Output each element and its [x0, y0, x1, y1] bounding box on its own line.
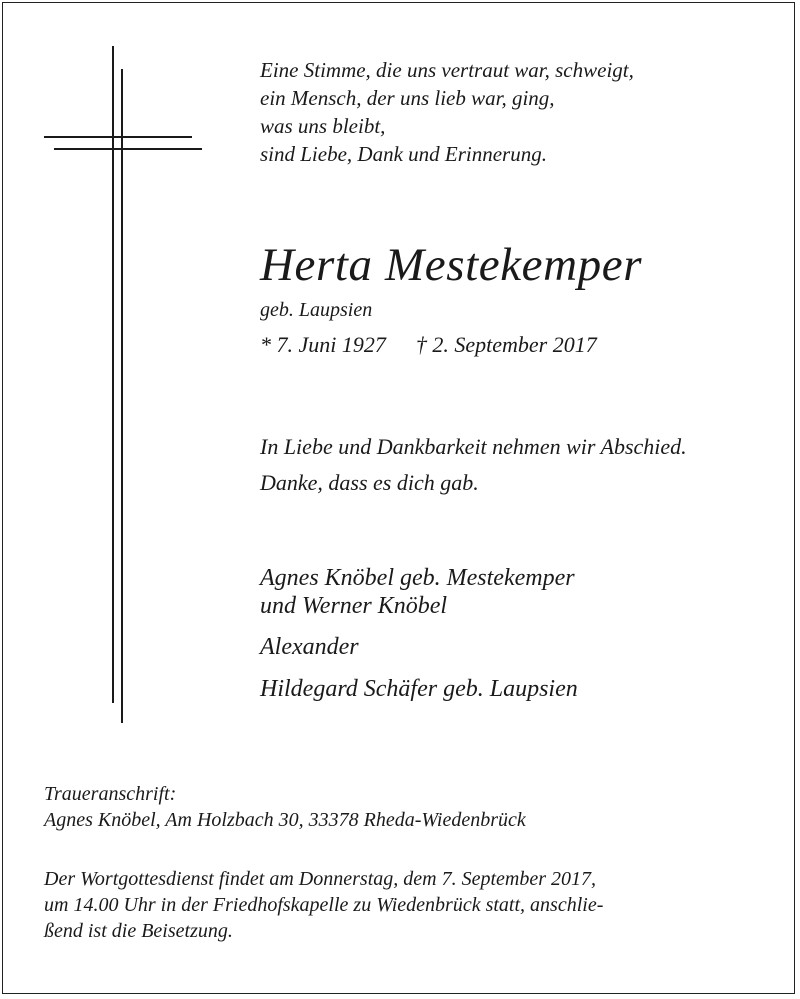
address-text: Agnes Knöbel, Am Holzbach 30, 33378 Rheda-Wiedenbrück	[44, 809, 526, 831]
mourner-line: Alexander	[260, 634, 359, 660]
service-line: um 14.00 Uhr in der Friedhofskapelle zu Wiedenbrück statt, anschlie-	[44, 894, 604, 916]
farewell-line: Danke, dass es dich gab.	[260, 470, 479, 495]
mourners-list	[260, 564, 578, 704]
farewell-text	[260, 429, 687, 501]
verse-line: ein Mensch, der uns lieb war, ging,	[260, 86, 555, 110]
deceased-name: Herta Mestekemper	[260, 239, 643, 291]
service-line: ßend ist die Beisetzung.	[44, 920, 233, 942]
service-line: Der Wortgottesdienst findet am Donnerstag, dem 7. September 2017,	[44, 868, 596, 890]
birth-date: * 7. Juni 1927	[260, 332, 386, 357]
death-date: † 2. September 2017	[415, 332, 597, 357]
farewell-line: In Liebe und Dankbarkeit nehmen wir Abschied.	[260, 434, 687, 459]
service-notice	[44, 866, 603, 944]
life-dates	[260, 332, 597, 358]
verse-line: sind Liebe, Dank und Erinnerung.	[260, 142, 547, 166]
mourning-address	[44, 781, 526, 833]
verse-line: was uns bleibt,	[260, 114, 386, 138]
maiden-name: geb. Laupsien	[260, 299, 373, 321]
address-label: Traueranschrift:	[44, 783, 177, 805]
mourner-line: und Werner Knöbel	[260, 593, 448, 619]
mourner-line: Hildegard Schäfer geb. Laupsien	[260, 676, 578, 702]
mourner-line: Agnes Knöbel geb. Mestekemper	[260, 565, 575, 591]
memorial-verse	[260, 56, 634, 168]
verse-line: Eine Stimme, die uns vertraut war, schweigt,	[260, 58, 634, 82]
